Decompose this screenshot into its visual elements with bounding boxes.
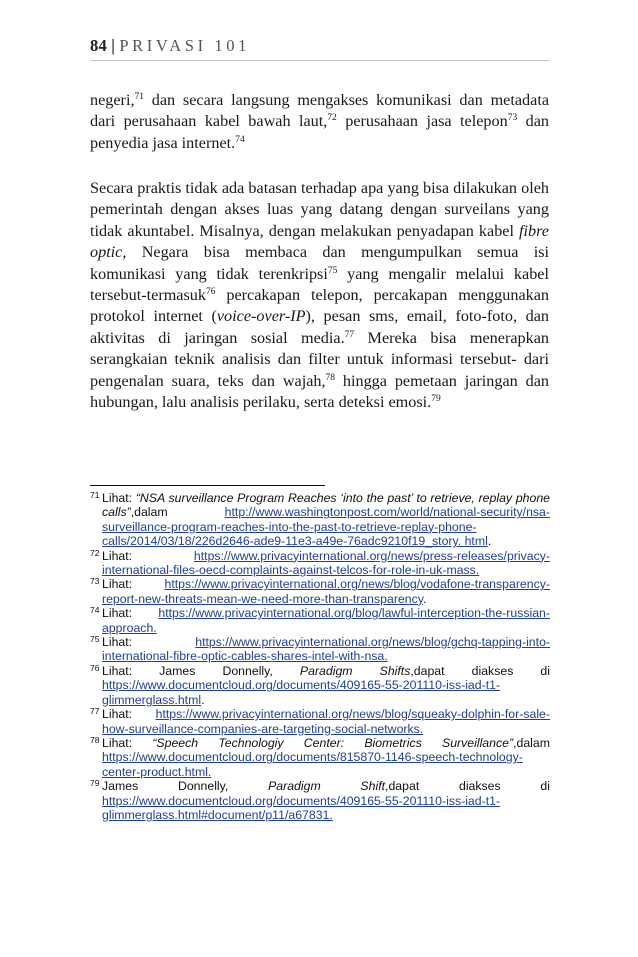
footnote-lead: Lihat: [102,491,136,505]
footnote-75 [90,635,550,664]
footnote-link[interactable]: https://www.documentcloud.org/documents/409165-55-201110-iss-iad-t1-glimmerglass.html [102,678,501,707]
footnote-lead: James Donnelly, [102,779,269,794]
footnote-lead: Lihat: James Donnelly, [102,663,300,678]
footnote-77 [90,707,550,736]
footnote-number: 74 [90,605,100,616]
header-separator: | [111,36,116,55]
footnote-title: Paradigm Shift [268,779,386,794]
text: perusahaan jasa telepon [336,112,508,131]
footnote-number: 77 [90,706,100,717]
footnote-link[interactable]: https://www.privacyinternational.org/news/blog/squeaky-dolphin-for-sale-how-surveillance-companies-are-targeting-social-networks. [102,707,550,736]
footnote-ref-76[interactable]: 76 [205,287,216,298]
footnote-ref-74[interactable]: 74 [235,134,245,145]
footnote-title: Paradigm Shifts [299,663,411,678]
footnote-link[interactable]: https://www.privacyinternational.org/blog/lawful-interception-the-russian-approach. [102,606,550,635]
footnote-number: 76 [90,662,100,673]
footnote-number: 72 [90,547,100,558]
footnote-78 [90,736,550,779]
text: Mereka bisa menerapkan serangkaian teknik analisis dan filter untuk informasi tersebut- dari pengenalan suara, teks dan wajah, [90,328,549,390]
text: dan secara langsung mengakses komunikasi dan metadata dari perusahaan kabel bawah laut, [90,91,549,131]
footnote-71 [90,491,550,549]
footnote-ref-79[interactable]: 79 [431,394,441,405]
footnote-ref-73[interactable]: 73 [507,113,518,124]
footnote-link[interactable]: https://www.privacyinternational.org/news/blog/gchq-tapping-into-international-fibre-optic-cables-shares-intel-with-nsa. [102,635,550,664]
footnote-rule [90,485,325,486]
footnote-74 [90,606,550,635]
book-title: PRIVASI 101 [119,36,250,55]
italic-term: voice-over-IP [216,307,306,326]
footnote-73 [90,577,550,606]
footnote-ref-72[interactable]: 72 [327,113,337,124]
footnote-ref-75[interactable]: 75 [327,265,338,276]
footnote-title: “Speech Technologiy Center: Biometrics Surveillance” [152,735,514,750]
footnote-mid: ,dalam [513,735,550,750]
text: ), pesan sms, email, foto-foto, dan aktivitas di jaringan sosial media. [90,307,549,347]
footnote-end: . [487,534,492,549]
text: negeri, [90,91,135,109]
text: Secara praktis tidak ada batasan terhadap apa yang bisa dilakukan oleh pemerintah dengan akses luas yang datang dengan surveilans yang tidak akuntabel. Misalnya, dengan melakukan penyadapan kabel [90,179,549,240]
footnote-number: 78 [90,734,100,745]
text: yang mengalir melalui kabel tersebut-termasuk [90,264,549,305]
footnote-mid: ,dapat diakses di [385,779,550,794]
footnote-mid: ,dapat diakses di [410,663,550,678]
footnote-ref-71[interactable]: 71 [134,92,144,102]
footnote-79 [90,779,550,822]
footnote-76 [90,664,550,707]
footnote-ref-78[interactable]: 78 [325,372,336,383]
footnote-link[interactable]: https://www.privacyinternational.org/news/blog/vodafone-transparency-report-new-threats-mean-we-need-more-than-transparency [102,577,550,606]
footnote-link[interactable]: https://www.documentcloud.org/documents/815870-1146-speech-technology-center-product.html. [102,750,523,779]
text: dan penyedia jasa internet. [90,112,550,152]
footnote-link[interactable]: https://www.privacyinternational.org/news/press-releases/privacy-international-files-oecd-complaints-against-telcos-for-role-in-uk-mass. [102,548,550,578]
footnote-number: 75 [90,634,100,645]
footnote-lead: Lihat: [102,635,196,650]
footnote-link[interactable]: http://www.washingtonpost.com/world/national-security/nsa-surveillance-program-reaches-into-the-past-to-retrieve-replay-phone-calls/2014/03/18/226d2646-ade9-11e3-a49e-76adc9210f19_story. html [102,505,550,549]
footnote-end: . [423,591,427,606]
footnote-mid: ,dalam [130,505,225,520]
footnote-lead: Lihat: [102,606,159,621]
footnote-link[interactable]: https://www.documentcloud.org/documents/409165-55-201110-iss-iad-t1-glimmerglass.html#document/p11/a67831. [102,793,501,822]
footnote-lead: Lihat: [102,707,156,722]
footnote-title: “NSA surveillance Program Reaches ‘into the past’ to retrieve, replay phone calls” [102,491,551,520]
footnote-lead: Lihat: [102,577,165,592]
footnote-lead: Lihat: [102,735,153,750]
running-header [90,36,550,56]
footnote-number: 79 [90,778,100,789]
footnote-lead: Lihat: [102,548,194,563]
footnote-ref-77[interactable]: 77 [344,329,355,340]
footnote-end: . [201,692,205,707]
footnotes [90,491,550,822]
italic-term: fibre optic [90,221,549,262]
footnote-number: 71 [90,490,100,500]
text: percakapan telepon, percakapan menggunakan protokol internet ( [90,286,549,326]
paragraph-2 [90,178,549,413]
text: , Negara bisa membaca dan mengumpulkan semua isi komunikasi yang tidak terenkripsi [90,243,549,283]
text: hingga pemetaan jaringan dan hubungan, lalu analisis perilaku, serta deteksi emosi. [90,371,549,412]
page-number: 84 [90,36,107,55]
footnote-72 [90,549,550,578]
header-rule [90,60,550,61]
paragraph-1 [90,90,549,154]
footnote-number: 73 [90,576,100,587]
